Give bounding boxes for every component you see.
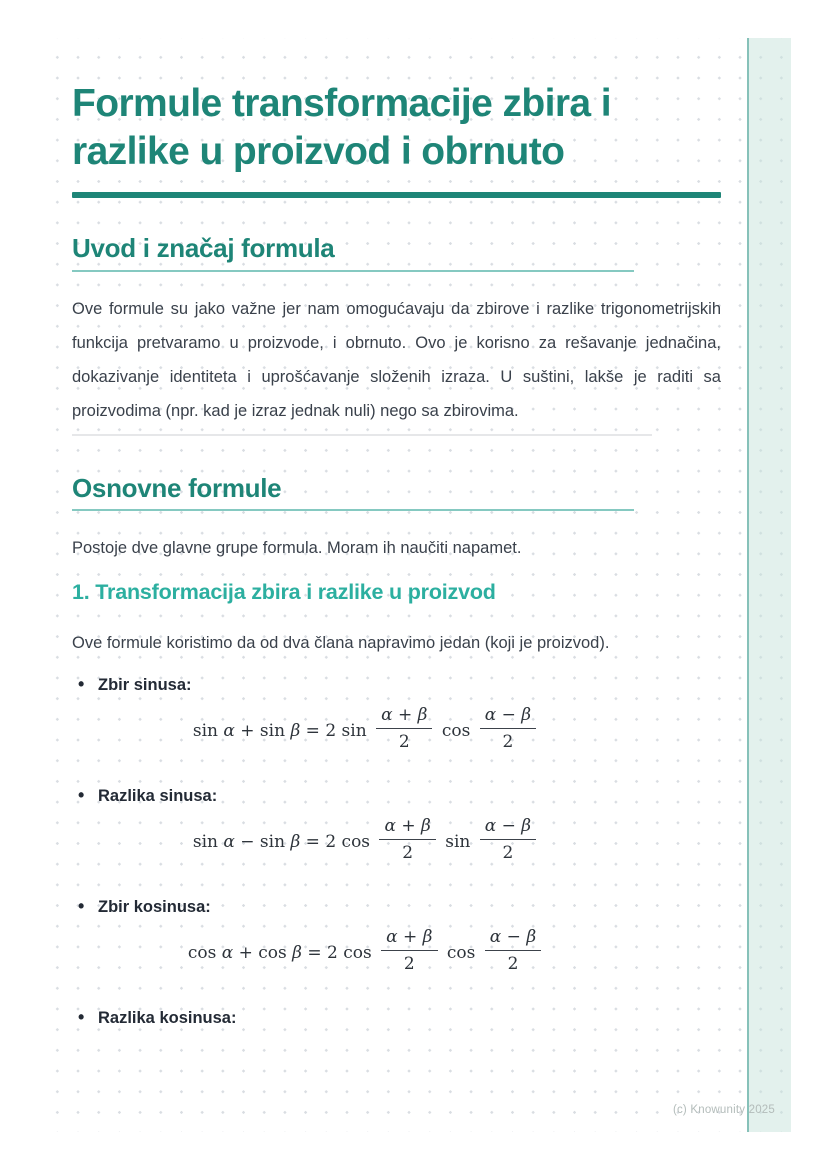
bullet-item-zbir-sinusa xyxy=(72,674,721,696)
document-title xyxy=(72,80,721,175)
notebook-page xyxy=(40,38,791,1132)
fraction: $\frac{\alpha + \beta}{2}$ xyxy=(379,816,435,863)
section-heading-uvod: Uvod i značaj formula xyxy=(72,233,335,264)
fraction: $\frac{\alpha - \beta}{2}$ xyxy=(485,927,541,974)
fraction: $\frac{\alpha + \beta}{2}$ xyxy=(381,927,437,974)
bullet-item-razlika-kosinusa xyxy=(72,1007,721,1029)
bullet-label: Razlika kosinusa: xyxy=(98,1009,237,1028)
formula-razlika-sinusa: sin α − sin β = 2 cos $\frac{\alpha + \beta}{2}$ sin $\frac{\alpha - \beta}{2}$ xyxy=(72,819,661,866)
bullet-label: Razlika sinusa: xyxy=(98,787,218,806)
bullet-label: Zbir kosinusa: xyxy=(98,898,211,917)
bullet-item-zbir-kosinusa xyxy=(72,896,721,918)
title-rule xyxy=(72,192,721,198)
bullet-item-razlika-sinusa xyxy=(72,785,721,807)
page-content xyxy=(40,38,791,1029)
section-divider xyxy=(72,434,652,436)
fraction: $\frac{\alpha + \beta}{2}$ xyxy=(376,705,432,752)
section-heading-osnovne: Osnovne formule xyxy=(72,472,282,503)
formula-zbir-kosinusa: cos α + cos β = 2 cos $\frac{\alpha + \beta}{2}$ cos $\frac{\alpha - \beta}{2}$ xyxy=(72,930,661,977)
heading-underline xyxy=(72,509,634,511)
document-title-line-1: Formule transformacije zbira i xyxy=(72,82,611,125)
bullet-label: Zbir sinusa: xyxy=(98,676,192,695)
heading-underline xyxy=(72,270,634,272)
document-title-line-2: razlike u proizvod i obrnuto xyxy=(72,129,565,173)
formula-zbir-sinusa: sin α + sin β = 2 sin $\frac{\alpha + \beta}{2}$ cos $\frac{\alpha - \beta}{2}$ xyxy=(72,708,661,755)
fraction: $\frac{\alpha - \beta}{2}$ xyxy=(480,705,536,752)
fraction: $\frac{\alpha - \beta}{2}$ xyxy=(480,816,536,863)
subsection-heading-transformacija: 1. Transformacija zbira i razlike u proizvod xyxy=(72,580,496,605)
footer-credit: (c) Knowunity 2025 xyxy=(672,1104,775,1116)
intro-paragraph: Ove formule su jako važne jer nam omogućavaju da zbirove i razlike trigonometrijskih funkcija pretvaramo u proizvode, i obrnuto. Ovo je korisno za rešavanje jednačina, dokazivanje identiteta i uprošćavanje složenih izraza. U suštini, lakše je raditi sa proizvodima (npr. kad je izraz jednak nuli) nego sa zbirovima. xyxy=(72,299,721,420)
subsection-intro-paragraph: Ove formule koristimo da od dva člana napravimo jedan (koji je proizvod). xyxy=(72,634,610,653)
osnovne-intro-paragraph: Postoje dve glavne grupe formula. Moram ih naučiti napamet. xyxy=(72,539,522,558)
